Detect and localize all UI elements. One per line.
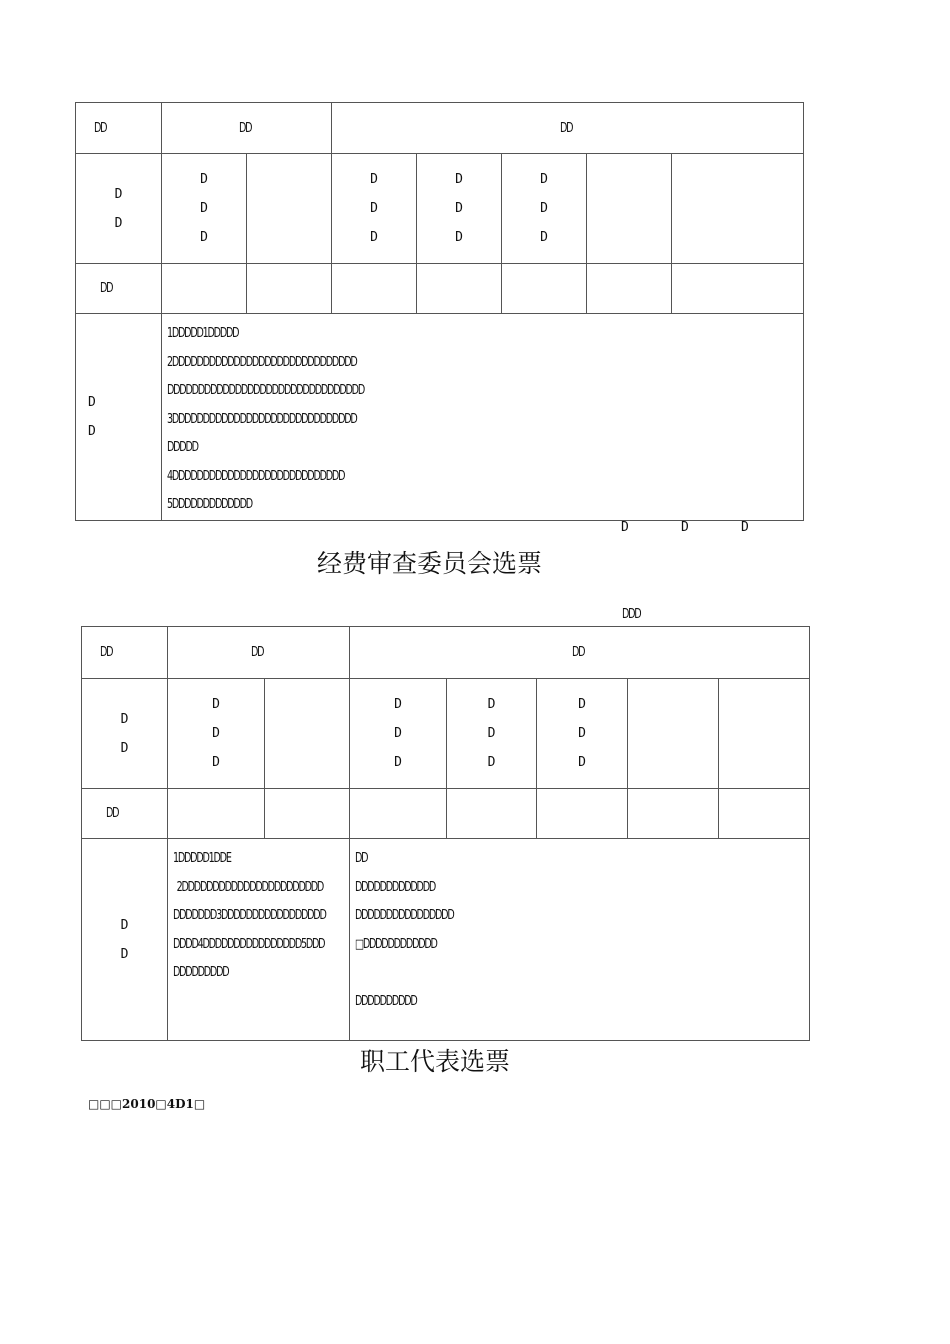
row1-cell-6: D D D <box>502 154 587 264</box>
ballot-table-2 <box>81 626 810 1041</box>
notes-label: D D <box>82 839 168 1041</box>
header-col-1: DD <box>76 103 162 154</box>
row2-cell-2[interactable] <box>168 789 265 839</box>
row2-cell-6[interactable] <box>502 264 587 314</box>
row2-cell-3[interactable] <box>265 789 350 839</box>
title-staff-representative-ballot: 职工代表选票 <box>360 1047 511 1076</box>
footer-date: □□□2010□4D1□ <box>88 1097 206 1111</box>
notes-label: D D <box>76 314 162 521</box>
row1-cell-4: D D D <box>332 154 417 264</box>
row1-label: D D <box>82 679 168 789</box>
row2-cell-7[interactable] <box>587 264 672 314</box>
below-mark-1: D <box>621 520 629 535</box>
row2-cell-7[interactable] <box>628 789 719 839</box>
row1-cell-8[interactable] <box>719 679 810 789</box>
row2-label: DD <box>82 789 168 839</box>
row1-cell-5: D D D <box>447 679 537 789</box>
row2-cell-6[interactable] <box>537 789 628 839</box>
row1-cell-3[interactable] <box>247 154 332 264</box>
ballot-table-1 <box>75 102 804 521</box>
row2-cell-3[interactable] <box>247 264 332 314</box>
row1-cell-7[interactable] <box>628 679 719 789</box>
row2-cell-2[interactable] <box>162 264 247 314</box>
header-col-3: DD <box>332 103 804 154</box>
row2-cell-8[interactable] <box>672 264 804 314</box>
row2-cell-5[interactable] <box>417 264 502 314</box>
header-col-2: DD <box>168 627 350 679</box>
below-mark-2: D <box>681 520 689 535</box>
row1-cell-7[interactable] <box>587 154 672 264</box>
row1-cell-2: D D D <box>168 679 265 789</box>
header-col-2: DD <box>162 103 332 154</box>
row1-cell-8[interactable] <box>672 154 804 264</box>
notes-right-text: DD DDDDDDDDDDDDD DDDDDDDDDDDDDDDD □DDDDDDDDDDDD DDDDDDDDDD <box>350 839 810 1041</box>
row1-label: D D <box>76 154 162 264</box>
header-col-1: DD <box>82 627 168 679</box>
row2-cell-4[interactable] <box>332 264 417 314</box>
row1-cell-2: D D D <box>162 154 247 264</box>
row2-cell-5[interactable] <box>447 789 537 839</box>
row1-cell-3[interactable] <box>265 679 350 789</box>
notes-left-text: 1DDDDD1DDE 2DDDDDDDDDDDDDDDDDDDDDDD DDDDDDD3DDDDDDDDDDDDDDDDD DDDD4DDDDDDDDDDDDDDDD5DDD DDDDDDDDD <box>168 839 350 1041</box>
row1-cell-4: D D D <box>350 679 447 789</box>
row1-cell-6: D D D <box>537 679 628 789</box>
header-col-3: DD <box>350 627 810 679</box>
row2-label: DD <box>76 264 162 314</box>
row2-cell-8[interactable] <box>719 789 810 839</box>
row1-cell-5: D D D <box>417 154 502 264</box>
title-audit-committee-ballot: 经费审查委员会选票 <box>317 549 543 578</box>
row2-cell-4[interactable] <box>350 789 447 839</box>
above-mark: DDD <box>622 607 641 622</box>
notes-text: 1DDDDD1DDDDD 2DDDDDDDDDDDDDDDDDDDDDDDDDDDDDD DDDDDDDDDDDDDDDDDDDDDDDDDDDDDDDD 3DDDDDDDDDDDDDDDDDDDDDDDDDDDDDD DDDDD 4DDDDDDDDDDDDDDDDDDDDDDDDDDDD 5DDDDDDDDDDDDD <box>162 314 804 521</box>
below-mark-3: D <box>741 520 749 535</box>
